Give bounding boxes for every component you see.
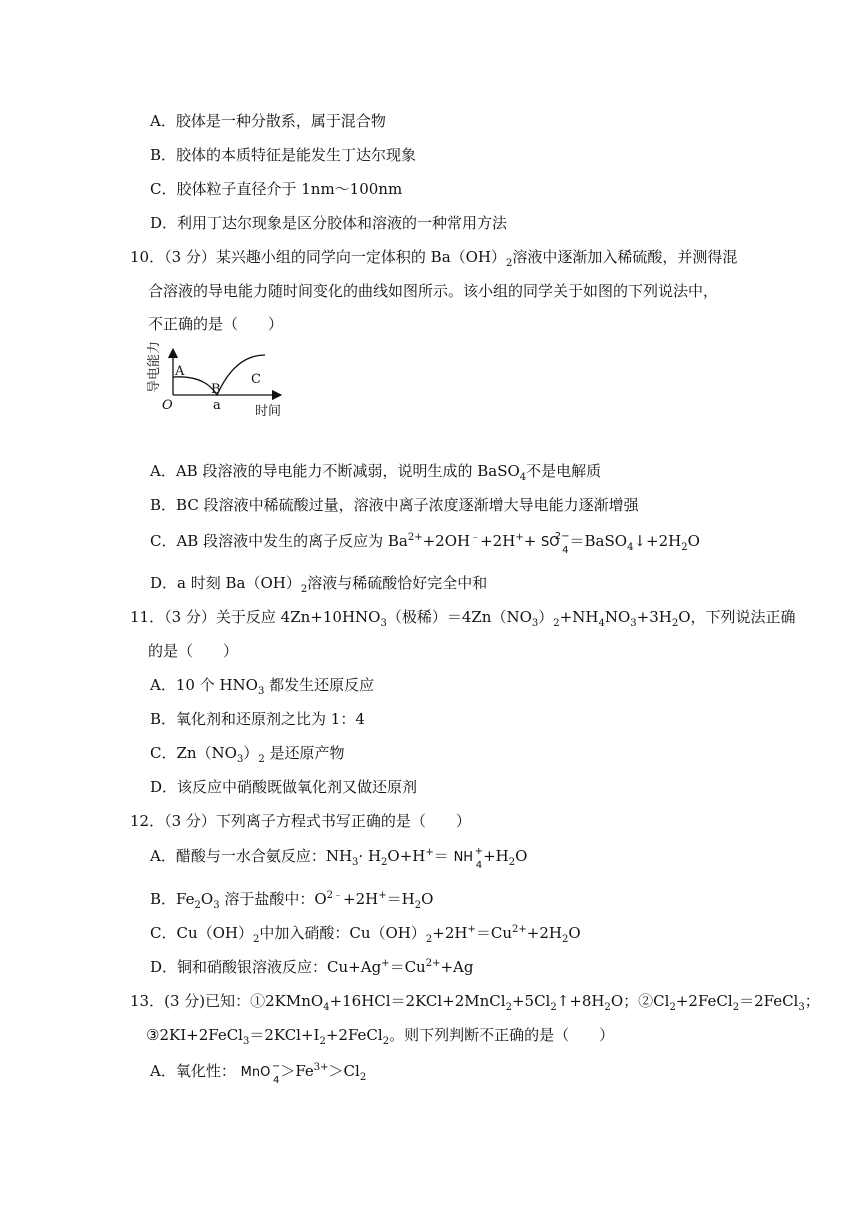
q12-option-d: D．铜和硝酸银溶液反应：$Cu+Ag^+=Cu^{2+}+Ag$ [150, 958, 474, 976]
q12-option-c: C．$Cu(OH)_2$中加入硝酸：$Cu(OH)_2+2H^+=Cu^{2+}+2H_2O$ [150, 924, 581, 945]
q11-option-a: A．10 个 $HNO_3$ 都发生还原反应 [150, 676, 375, 697]
q10-option-a: A．AB 段溶液的导电能力不断减弱，说明生成的 BaSO$_4$不是电解质 [150, 462, 602, 483]
q11-stem-line2: 的是（ ） [148, 642, 239, 660]
q13-option-a: A．氧化性： MnO − 4 $>Fe^{3+}>Cl_2$ [150, 1061, 367, 1086]
q11-stem-line1: 11．（3 分）关于反应 $4Zn+10HNO_3$（极稀）$=4Zn(NO_3)_2+NH_4NO_3+3H_2O$，下列说法正确 [130, 608, 796, 629]
q12-option-b: B．$Fe_2O_3$ 溶于盐酸中：$O^{2﹣}+2H^+=H_2O$ [150, 890, 434, 911]
q10-stem-line1: 10．（3 分）某兴趣小组的同学向一定体积的 $Ba(OH)_2$溶液中逐渐加入稀硫酸，并测得混 [130, 248, 738, 269]
q13-stem-line2: $③2KI+2FeCl_3=2KCl+I_2+2FeCl_2$。则下列判断不正确的是（ ） [146, 1026, 615, 1047]
q9-option-d: D．利用丁达尔现象是区分胶体和溶液的一种常用方法 [150, 214, 508, 232]
sulfate-ion: SO 2− 4 [541, 531, 570, 556]
q11-option-c: C．$Zn(NO_3)_2$ 是还原产物 [150, 744, 345, 765]
y-axis-label: 导电能力 [147, 340, 162, 393]
q12-stem: 12．（3 分）下列离子方程式书写正确的是（ ） [130, 812, 471, 830]
q10-stem-line3: 不正确的是（ ） [148, 315, 284, 333]
q9-option-c: C．胶体粒子直径介于 1nm～100nm [150, 180, 403, 198]
q10-option-c: C．AB 段溶液中发生的离子反应为 $Ba^{2+}+2OH^﹣+2H^++$ SO 2− 4 $=BaSO_4↓+2H_2O$ [150, 531, 700, 556]
q11-option-d: D．该反应中硝酸既做氧化剂又做还原剂 [150, 778, 418, 796]
point-b-label: B [211, 382, 221, 397]
q9-option-a: A．胶体是一种分散系，属于混合物 [150, 112, 386, 130]
q10-option-d: D．a 时刻 $Ba(OH)_2$溶液与稀硫酸恰好完全中和 [150, 574, 488, 595]
ammonium-ion: NH + 4 [453, 846, 484, 871]
q10-option-b: B．BC 段溶液中稀硫酸过量，溶液中离子浓度逐渐增大导电能力逐渐增强 [150, 496, 639, 514]
q11-option-b: B．氧化剂和还原剂之比为 1：4 [150, 710, 365, 728]
permanganate-ion: MnO − 4 [240, 1061, 281, 1086]
point-a-lower-label: a [213, 398, 221, 413]
x-axis-label: 时间 [255, 404, 282, 419]
point-a-upper-label: A [175, 364, 185, 379]
point-c-label: C [251, 372, 261, 387]
q10-stem-line2: 合溶液的导电能力随时间变化的曲线如图所示。该小组的同学关于如图的下列说法中， [148, 282, 719, 300]
conductivity-graph [145, 340, 295, 450]
q9-option-b: B．胶体的本质特征是能发生丁达尔现象 [150, 146, 417, 164]
q13-stem-line1: 13．(3 分)已知：$①2KMnO_4+16HCl=2KCl+2MnCl_2+5Cl_2↑+8H_2O$；$②Cl_2+2FeCl_2=2FeCl_3$； [130, 992, 820, 1013]
q12-option-a: A．醋酸与一水合氨反应：$NH_3\cdot H_2O+H^+=$ NH + 4 $+H_2O$ [150, 846, 528, 871]
origin-label: O [162, 398, 173, 413]
